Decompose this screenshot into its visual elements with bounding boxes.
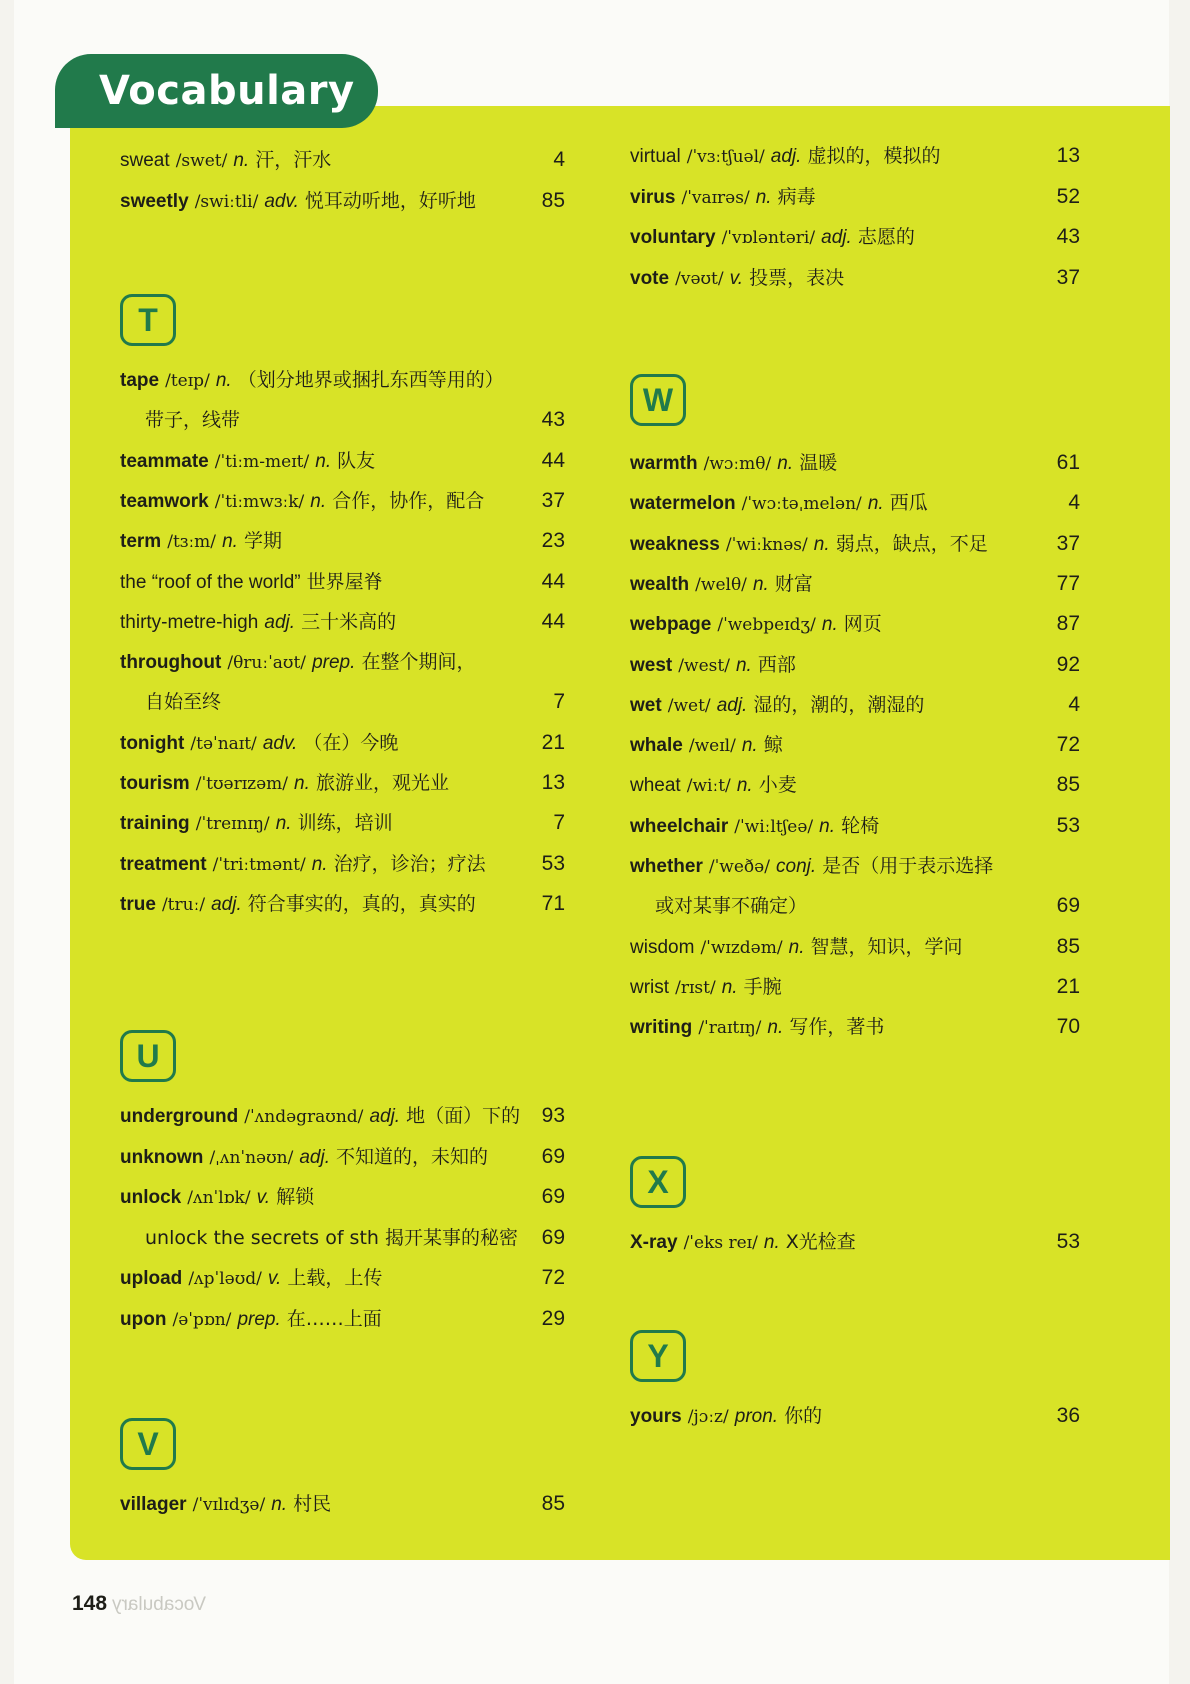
meaning: X光检查 xyxy=(785,1231,856,1253)
entry-continuation: 带子，线带 xyxy=(145,409,241,432)
part-of-speech: prep. xyxy=(312,652,356,674)
part-of-speech: adj. xyxy=(716,694,748,716)
entry-text xyxy=(120,844,486,885)
page-reference: 37 xyxy=(1056,265,1080,289)
page-reference: 4 xyxy=(553,148,565,171)
headword: warmth xyxy=(630,453,698,474)
vocab-entry xyxy=(630,217,1080,257)
pronunciation: /ˈtʊərɪzəm/ xyxy=(195,774,288,794)
part-of-speech: n. xyxy=(777,453,794,474)
meaning: 虚拟的，模拟的 xyxy=(807,145,941,167)
part-of-speech: v. xyxy=(267,1268,282,1289)
entry-text xyxy=(120,1137,488,1178)
meaning: 智慧，知识，学问 xyxy=(810,935,963,958)
vocab-entry xyxy=(120,1299,565,1339)
section-letter-w: W xyxy=(630,374,686,426)
entry-text xyxy=(630,524,988,565)
headword: unknown xyxy=(120,1146,204,1168)
page-reference: 44 xyxy=(541,609,565,633)
meaning: 弱点，缺点，不足 xyxy=(835,532,988,555)
part-of-speech: n. xyxy=(755,186,772,208)
pronunciation: /ˈtiːm-meɪt/ xyxy=(214,451,310,472)
entry-text xyxy=(120,521,282,562)
part-of-speech: adj. xyxy=(299,1146,330,1168)
vocab-entry xyxy=(630,604,1080,644)
page-reference: 69 xyxy=(541,1225,565,1249)
pronunciation: /vəʊt/ xyxy=(675,268,724,289)
page-reference: 7 xyxy=(553,811,565,835)
meaning: 温暖 xyxy=(799,452,838,474)
pronunciation: /swiːtli/ xyxy=(194,191,259,212)
meaning: 财富 xyxy=(774,572,813,595)
page-reference: 53 xyxy=(541,851,565,875)
part-of-speech: n. xyxy=(736,775,753,797)
meaning: （在）今晚 xyxy=(303,731,399,754)
section-letter-u: U xyxy=(120,1030,176,1082)
pronunciation: /ˌʌnˈnəʊn/ xyxy=(209,1147,294,1168)
part-of-speech: n. xyxy=(294,773,310,794)
headword: thirty-metre-high xyxy=(120,611,259,633)
part-of-speech: n. xyxy=(819,815,836,837)
entry-text xyxy=(120,642,475,683)
vocab-entry xyxy=(630,564,1080,604)
part-of-speech: n. xyxy=(867,493,884,515)
pronunciation: /jɔːz/ xyxy=(687,1407,729,1427)
page-reference: 44 xyxy=(541,448,565,472)
entry-text xyxy=(630,564,813,605)
vocab-entry xyxy=(120,602,565,642)
entry-text xyxy=(120,723,398,764)
entry-text xyxy=(120,181,476,222)
headword: tourism xyxy=(120,773,190,794)
page-reference: 21 xyxy=(541,730,565,754)
page-reference: 13 xyxy=(541,771,565,794)
entry-text xyxy=(630,967,782,1008)
vocab-entry xyxy=(630,765,1080,805)
pronunciation: /wiːt/ xyxy=(686,776,731,797)
part-of-speech: n. xyxy=(275,813,292,835)
vocab-entry xyxy=(120,360,565,400)
meaning: 湿的，潮的，潮湿的 xyxy=(753,693,925,716)
vocab-entry xyxy=(120,181,565,221)
part-of-speech: adv. xyxy=(264,190,299,212)
entry-text xyxy=(120,763,449,804)
entry-text xyxy=(630,483,928,524)
part-of-speech: adj. xyxy=(211,893,242,915)
entry-text xyxy=(120,1299,382,1340)
part-of-speech: adj. xyxy=(369,1106,401,1127)
meaning: 三十米高的 xyxy=(301,610,397,633)
vocab-entry xyxy=(120,1484,565,1524)
pronunciation: /əˈpɒn/ xyxy=(172,1309,232,1330)
page-reference: 85 xyxy=(1056,773,1080,797)
entry-text xyxy=(630,1007,884,1048)
meaning: 网页 xyxy=(843,613,882,636)
entry-text xyxy=(630,927,963,968)
entry-text xyxy=(120,441,375,482)
entry-text xyxy=(120,1096,520,1137)
headword: wheat xyxy=(630,775,681,797)
page-reference: 13 xyxy=(1056,144,1080,167)
page-reference: 4 xyxy=(1068,491,1080,515)
part-of-speech: n. xyxy=(233,150,250,171)
meaning: 鲸 xyxy=(763,734,783,757)
headword: writing xyxy=(630,1017,693,1039)
entry-text xyxy=(630,1396,822,1437)
entry-text xyxy=(120,360,504,401)
vocab-entry xyxy=(120,642,565,682)
meaning: 学期 xyxy=(243,530,282,553)
vocab-entry xyxy=(630,1222,1080,1262)
pronunciation: /west/ xyxy=(678,655,730,676)
page-reference: 23 xyxy=(541,529,565,553)
meaning: 轮椅 xyxy=(841,814,880,837)
entry-text xyxy=(630,846,993,887)
headword: wet xyxy=(630,694,662,716)
meaning: （划分地界或捆扎东西等用的） xyxy=(237,369,504,391)
vocab-entry xyxy=(630,136,1080,176)
page-reference: 72 xyxy=(1056,733,1080,757)
vocab-entry xyxy=(120,562,565,602)
page-reference: 21 xyxy=(1056,974,1080,998)
part-of-speech: n. xyxy=(741,735,758,757)
headword: sweat xyxy=(120,150,170,171)
page-reference: 85 xyxy=(1056,934,1080,958)
pronunciation: /ˈweðə/ xyxy=(708,857,770,877)
entry-text xyxy=(630,1222,856,1263)
headword: whether xyxy=(630,856,703,877)
page-reference: 71 xyxy=(541,891,565,915)
headword: wrist xyxy=(630,976,670,998)
page-reference: 43 xyxy=(1056,225,1080,248)
part-of-speech: n. xyxy=(767,1017,784,1039)
meaning: 是否（用于表示选择 xyxy=(822,855,994,877)
vocab-entry xyxy=(630,177,1080,217)
page-reference: 37 xyxy=(1056,531,1080,555)
part-of-speech: n. xyxy=(763,1232,780,1253)
part-of-speech: pron. xyxy=(734,1406,779,1427)
headword: term xyxy=(120,531,162,553)
headword: tonight xyxy=(120,732,185,754)
headword: yours xyxy=(630,1406,682,1427)
part-of-speech: n. xyxy=(735,654,752,676)
page-reference: 61 xyxy=(1056,451,1080,474)
vocab-entry xyxy=(120,723,565,763)
vocab-entry xyxy=(120,481,565,521)
meaning: 投票，表决 xyxy=(749,266,845,289)
meaning: 在……上面 xyxy=(286,1307,382,1330)
page-reference: 7 xyxy=(553,690,565,714)
pronunciation: /tɜːm/ xyxy=(167,532,217,553)
meaning: 病毒 xyxy=(777,185,816,208)
section-letter-v: V xyxy=(120,1418,176,1470)
pronunciation: /ˈwɔːtəˌmelən/ xyxy=(741,494,862,515)
headword: weakness xyxy=(630,533,720,555)
vocab-entry xyxy=(630,1007,1080,1047)
pronunciation: /wɔːmθ/ xyxy=(703,454,772,474)
pronunciation: /θruːˈaʊt/ xyxy=(227,653,307,674)
vocab-entry xyxy=(630,258,1080,298)
part-of-speech: n. xyxy=(271,1494,288,1515)
entry-text xyxy=(120,481,484,522)
entry-text xyxy=(120,803,393,844)
headword: upload xyxy=(120,1268,183,1289)
part-of-speech: conj. xyxy=(776,856,817,877)
vocab-entry xyxy=(630,483,1080,523)
entry-continuation: 或对某事不确定） xyxy=(655,895,808,918)
pronunciation: /teɪp/ xyxy=(165,371,210,391)
vocab-entry xyxy=(120,803,565,843)
page-reference: 85 xyxy=(541,1492,565,1515)
vocab-entry xyxy=(120,682,565,722)
pronunciation: /wet/ xyxy=(667,695,711,716)
part-of-speech: n. xyxy=(821,614,838,636)
entry-text xyxy=(120,1258,382,1299)
headword: tape xyxy=(120,370,160,391)
pronunciation: /rɪst/ xyxy=(675,977,716,998)
headword: underground xyxy=(120,1106,239,1127)
page-reference: 36 xyxy=(1056,1404,1080,1427)
meaning: 队友 xyxy=(337,449,376,472)
part-of-speech: n. xyxy=(788,936,805,958)
headword: villager xyxy=(120,1494,187,1515)
page-reference: 52 xyxy=(1056,184,1080,208)
page-reference: 37 xyxy=(541,488,565,512)
part-of-speech: n. xyxy=(752,573,769,595)
entry-text xyxy=(120,140,331,181)
page-reference: 53 xyxy=(1056,1230,1080,1253)
entry-text xyxy=(630,725,783,766)
meaning: 不知道的，未知的 xyxy=(336,1145,489,1168)
meaning: 你的 xyxy=(784,1405,823,1427)
vocab-entry xyxy=(120,521,565,561)
pronunciation: /swet/ xyxy=(175,151,228,171)
vocab-entry xyxy=(630,443,1080,483)
pronunciation: /ˈtriːtmənt/ xyxy=(212,854,306,875)
pronunciation: /ˈtiːmwɜːk/ xyxy=(214,491,305,512)
part-of-speech: adj. xyxy=(821,227,852,248)
part-of-speech: n. xyxy=(315,450,332,472)
vocab-entry xyxy=(630,685,1080,725)
pronunciation: /ˈwiːknəs/ xyxy=(725,534,808,555)
pronunciation: /ˈwebpeɪdʒ/ xyxy=(717,615,816,636)
meaning: 手腕 xyxy=(743,975,782,998)
headword: the “roof of the world” xyxy=(120,571,301,593)
meaning: 悦耳动听地，好听地 xyxy=(304,189,476,212)
vocab-entry xyxy=(630,846,1080,886)
vocab-entry xyxy=(120,844,565,884)
vocab-entry xyxy=(120,1258,565,1298)
headword: wisdom xyxy=(630,936,695,958)
page-reference: 53 xyxy=(1056,813,1080,837)
meaning: 符合事实的，真的，真实的 xyxy=(247,892,476,915)
headword: unlock xyxy=(120,1187,182,1208)
meaning: 写作，著书 xyxy=(789,1016,885,1039)
vocab-entry xyxy=(630,806,1080,846)
part-of-speech: n. xyxy=(215,370,232,391)
vocab-entry xyxy=(630,645,1080,685)
entry-text xyxy=(630,217,915,258)
pronunciation: /ˈraɪtɪŋ/ xyxy=(698,1018,762,1039)
headword: watermelon xyxy=(630,493,736,515)
vocab-entry xyxy=(630,524,1080,564)
page-reference: 85 xyxy=(541,188,565,212)
pronunciation: /ʌpˈləʊd/ xyxy=(188,1269,262,1289)
vocab-entry xyxy=(120,1137,565,1177)
meaning: 旅游业，观光业 xyxy=(315,772,449,794)
entry-text xyxy=(630,258,844,299)
headword: throughout xyxy=(120,652,222,674)
headword: X-ray xyxy=(630,1232,678,1253)
entry-text xyxy=(120,884,476,925)
part-of-speech: n. xyxy=(721,976,738,998)
meaning: 解锁 xyxy=(276,1186,315,1208)
page-reference: 44 xyxy=(541,569,565,593)
pronunciation: /təˈnaɪt/ xyxy=(190,733,257,754)
vocab-entry xyxy=(630,1396,1080,1436)
meaning: 志愿的 xyxy=(857,226,915,248)
entry-text xyxy=(655,886,807,926)
headword: treatment xyxy=(120,853,207,875)
part-of-speech: adj. xyxy=(264,611,296,633)
meaning: 小麦 xyxy=(758,774,797,797)
vocab-entry xyxy=(120,400,565,440)
pronunciation: /ˈvɪlɪdʒə/ xyxy=(192,1495,266,1515)
part-of-speech: prep. xyxy=(237,1308,281,1330)
meaning: 村民 xyxy=(293,1493,332,1515)
page-reference: 77 xyxy=(1056,571,1080,595)
page-reference: 43 xyxy=(541,408,565,432)
pronunciation: /ˈeks reɪ/ xyxy=(683,1233,758,1253)
entry-text xyxy=(630,645,796,686)
entry-text xyxy=(120,602,396,643)
entry-text xyxy=(630,765,797,806)
page-reference: 69 xyxy=(541,1185,565,1208)
headword: virus xyxy=(630,186,676,208)
pronunciation: /ˈwɪzdəm/ xyxy=(700,937,783,958)
pronunciation: /ˈtreɪnɪŋ/ xyxy=(195,814,270,835)
meaning: 西瓜 xyxy=(889,492,928,515)
headword: teammate xyxy=(120,450,209,472)
headword: upon xyxy=(120,1308,167,1330)
headword: wheelchair xyxy=(630,815,729,837)
meaning: 地（面）下的 xyxy=(406,1105,521,1127)
vocab-entry xyxy=(120,1096,565,1136)
vocab-entry xyxy=(630,886,1080,926)
entry-text xyxy=(120,1177,314,1218)
meaning: 治疗，诊治；疗法 xyxy=(333,852,486,875)
entry-text xyxy=(630,443,837,484)
entry-text xyxy=(630,177,816,218)
entry-text xyxy=(120,1484,331,1525)
part-of-speech: v. xyxy=(256,1187,271,1208)
meaning: 在整个期间， xyxy=(361,651,476,674)
section-letter-x: X xyxy=(630,1156,686,1208)
entry-text xyxy=(630,685,924,726)
vocab-entry xyxy=(630,927,1080,967)
page-reference: 87 xyxy=(1056,612,1080,636)
part-of-speech: adj. xyxy=(770,146,802,167)
entry-continuation: unlock the secrets of sth 揭开某事的秘密 xyxy=(145,1226,518,1249)
meaning: 汗，汗水 xyxy=(255,149,332,171)
headword: whale xyxy=(630,735,683,757)
pronunciation: /ˈvaɪrəs/ xyxy=(681,187,750,208)
vocab-entry xyxy=(120,1218,565,1258)
page-title: Vocabulary xyxy=(55,54,378,128)
page-reference: 29 xyxy=(541,1306,565,1330)
vocab-entry xyxy=(120,441,565,481)
page-reference: 4 xyxy=(1068,692,1080,716)
entry-text xyxy=(145,1218,518,1258)
entry-text xyxy=(630,604,882,645)
headword: west xyxy=(630,654,673,676)
pronunciation: /weɪl/ xyxy=(688,736,736,757)
part-of-speech: v. xyxy=(729,267,744,289)
pronunciation: /ˈwiːltʃeə/ xyxy=(734,816,814,837)
page-reference: 72 xyxy=(541,1266,565,1289)
pronunciation: /ʌnˈlɒk/ xyxy=(187,1188,251,1208)
headword: sweetly xyxy=(120,190,189,212)
vocab-entry xyxy=(120,884,565,924)
pronunciation: /ˈʌndəgraʊnd/ xyxy=(244,1107,364,1127)
vocab-entry xyxy=(120,1177,565,1217)
part-of-speech: n. xyxy=(222,531,238,553)
headword: webpage xyxy=(630,614,712,636)
vocab-entry xyxy=(120,140,565,180)
entry-text xyxy=(630,136,941,177)
page-number: 148 xyxy=(72,1592,108,1615)
headword: virtual xyxy=(630,146,681,167)
headword: wealth xyxy=(630,573,690,595)
entry-continuation: 自始至终 xyxy=(145,691,222,714)
page-reference: 93 xyxy=(541,1104,565,1127)
part-of-speech: adv. xyxy=(262,732,298,754)
meaning: 西部 xyxy=(757,653,796,676)
pronunciation: /ˈvɒləntəri/ xyxy=(721,228,816,248)
pronunciation: /ˈvɜːtʃuəl/ xyxy=(686,147,765,167)
entry-text xyxy=(120,562,383,603)
headword: voluntary xyxy=(630,227,716,248)
headword: true xyxy=(120,893,156,915)
pronunciation: /truː/ xyxy=(161,894,206,915)
headword: training xyxy=(120,813,190,835)
meaning: 世界屋脊 xyxy=(306,570,383,593)
section-letter-t: T xyxy=(120,294,176,346)
meaning: 训练，培训 xyxy=(297,812,393,835)
entry-text xyxy=(630,806,879,847)
vocab-entry xyxy=(630,725,1080,765)
headword: teamwork xyxy=(120,490,209,512)
part-of-speech: n. xyxy=(813,533,830,555)
page-reference: 69 xyxy=(541,1144,565,1168)
pronunciation: /welθ/ xyxy=(695,574,747,595)
headword: vote xyxy=(630,267,670,289)
part-of-speech: n. xyxy=(311,853,328,875)
page-reference: 92 xyxy=(1056,652,1080,676)
page-reference: 69 xyxy=(1056,894,1080,918)
entry-text xyxy=(145,400,240,440)
section-letter-y: Y xyxy=(630,1330,686,1382)
part-of-speech: n. xyxy=(310,490,327,512)
faint-show-through-text: Vocabulary xyxy=(112,1594,207,1615)
meaning: 上载，上传 xyxy=(287,1267,383,1289)
vocab-entry xyxy=(630,967,1080,1007)
vocab-entry xyxy=(120,763,565,803)
page-reference: 70 xyxy=(1056,1015,1080,1039)
entry-text xyxy=(145,682,221,722)
meaning: 合作，协作，配合 xyxy=(332,489,485,512)
